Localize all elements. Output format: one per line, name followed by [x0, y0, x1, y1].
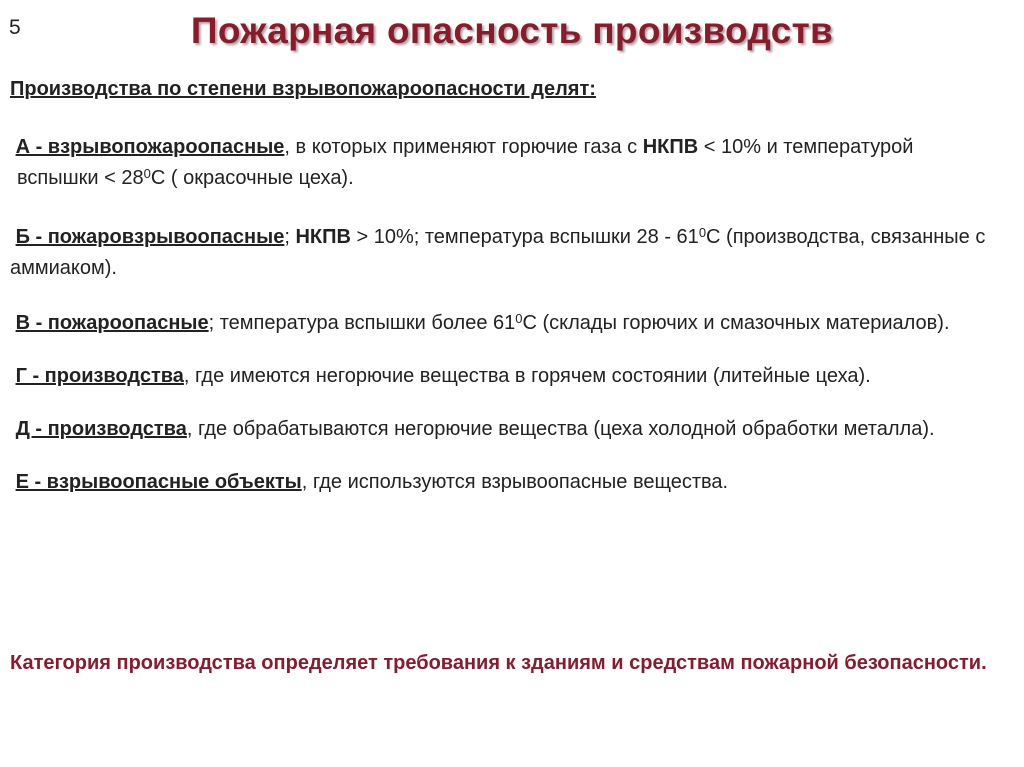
intro-text: Производства по степени взрывопожароопасности делят: [10, 78, 596, 100]
category-a [10, 132, 1000, 194]
category-v-key: В - пожароопасные [15, 312, 209, 334]
category-b-text-3: С (производства, связанные с аммиаком). [10, 226, 986, 279]
category-a-key: А - взрывопожароопасные [15, 136, 285, 158]
category-b-text-2: > 10%; температура вспышки 28 - 61 [350, 226, 699, 248]
category-v-degree: 0 [515, 311, 523, 327]
category-b-nkpv: НКПВ [295, 226, 351, 248]
category-b [10, 222, 1000, 284]
category-d-text-1: , где обрабатываются негорючие вещества (цеха холодной обработки металла). [186, 418, 935, 440]
category-g [10, 361, 1000, 392]
slide-number: 5 [9, 16, 21, 39]
category-a-text-1: , в которых применяют горючие газа с [284, 136, 643, 158]
category-e [10, 467, 1000, 498]
category-g-key: Г - производства [15, 365, 184, 387]
category-a-text-2: < 10% и температурой вспышки < 28 [17, 136, 914, 189]
category-v-text-2: С (склады горючих и смазочных материалов). [522, 312, 950, 334]
category-a-degree: 0 [143, 166, 151, 182]
category-v [10, 308, 1000, 339]
category-g-text-1: , где имеются негорючие вещества в горячем состоянии (литейные цеха). [183, 365, 871, 387]
category-b-key: Б - пожаровзрывоопасные [15, 226, 285, 248]
category-e-key: Е - взрывоопасные объекты [15, 471, 302, 493]
slide-title: Пожарная опасность производств [190, 10, 834, 51]
category-b-text-1: ; [284, 226, 296, 248]
category-b-degree: 0 [698, 225, 707, 241]
category-a-text-3: С ( окрасочные цеха). [150, 167, 354, 189]
category-d [10, 414, 1000, 445]
category-v-text-1: ; температура вспышки более 61 [208, 312, 516, 334]
conclusion-text: Категория производства определяет требования к зданиям и средствам пожарной безопасности. [10, 652, 987, 674]
category-a-nkpv: НКПВ [642, 136, 699, 158]
category-d-key: Д - производства [15, 418, 187, 440]
slide-content [10, 74, 1000, 498]
category-e-text-1: , где используются взрывоопасные вещества. [301, 471, 729, 493]
